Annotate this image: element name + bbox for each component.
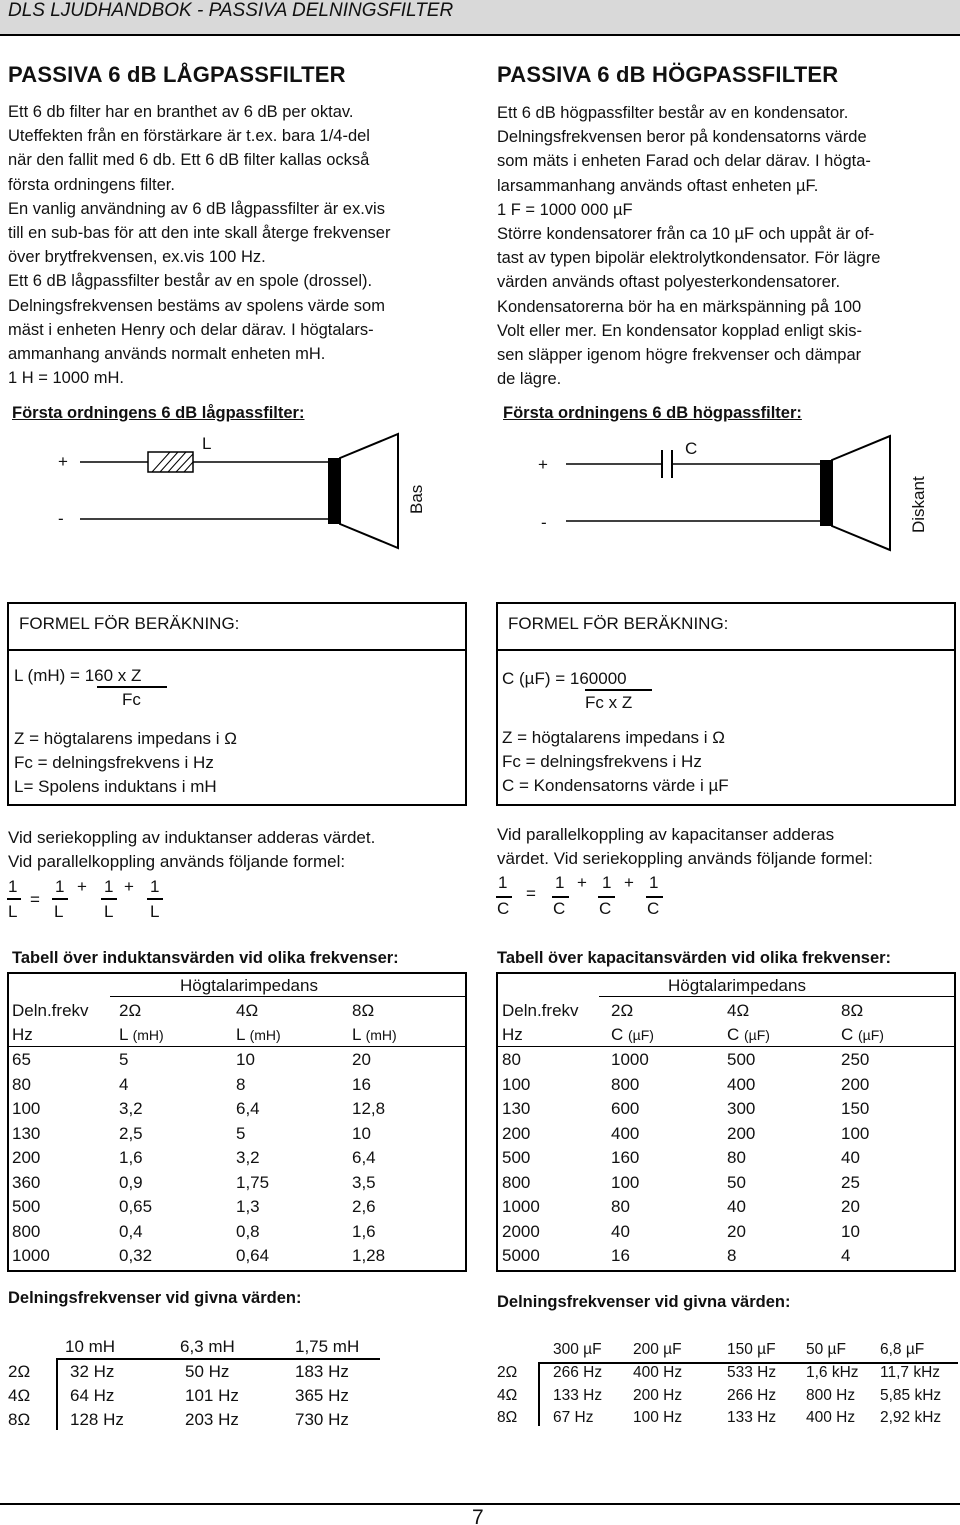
highpass-minus-label: -	[541, 513, 547, 532]
table-cell: 3,5	[352, 1172, 376, 1192]
eq-equals: =	[30, 890, 40, 909]
table-cell: 0,4	[119, 1221, 143, 1241]
formula-def: Fc = delningsfrekvens i Hz	[14, 753, 214, 772]
table-cell: 40	[841, 1148, 860, 1167]
eq-num: 1	[555, 873, 565, 892]
deln-col-header: 50 µF	[806, 1341, 846, 1358]
table-cell: 100	[841, 1123, 870, 1143]
table-cell: 0,64	[236, 1246, 270, 1265]
formula-header	[498, 604, 954, 651]
highpass-note	[497, 823, 873, 871]
body-line: Uteffekten från en förstärkare är t.ex. bara 1/4-del	[8, 127, 370, 146]
deln-cell: 800 Hz	[806, 1386, 856, 1404]
deln-row-header: 8Ω	[497, 1409, 518, 1426]
eq-bar	[646, 896, 663, 898]
body-line: 1 F = 1000 000 µF	[497, 200, 633, 219]
table-cell: 10	[236, 1050, 255, 1069]
table-cell: 360	[12, 1172, 41, 1192]
highpass-table-title: Tabell över kapacitansvärden vid olika frekvenser:	[497, 949, 892, 967]
eq-den: C	[497, 899, 510, 918]
body-line: 1 H = 1000 mH.	[8, 369, 125, 388]
body-line: En vanlig användning av 6 dB lågpassfilter är ex.vis	[8, 199, 385, 218]
table-cell: 8	[236, 1074, 246, 1094]
lowpass-body	[8, 100, 390, 390]
eq-den: C	[599, 899, 612, 918]
formula-lhs: C (µF) =	[502, 669, 570, 688]
body-line: Volt eller mer. En kondensator kopplad enligt skis-	[497, 321, 863, 340]
note-line: Vid seriekoppling av induktanser adderas värdet.	[8, 828, 376, 847]
table-cell: 16	[352, 1074, 371, 1094]
table-cell: 65	[12, 1050, 31, 1069]
eq-den: L	[8, 902, 18, 921]
body-line: över brytfrekvensen, ex.vis 100 Hz.	[8, 248, 266, 267]
table-cell: 150	[841, 1099, 870, 1118]
table-cell: 3,2	[236, 1148, 260, 1167]
table-header: L (mH)	[352, 1025, 397, 1044]
eq-plus: +	[124, 877, 134, 896]
lowpass-component-label: L	[202, 434, 212, 453]
table-cell: 1,75	[236, 1172, 270, 1192]
body-line: mäst i enheten Henry och delar därav. I högtalars-	[8, 320, 374, 339]
deln-cell: 101 Hz	[185, 1386, 239, 1405]
note-line: värdet. Vid seriekoppling används följande formel:	[497, 849, 873, 868]
note-line: Vid parallelkoppling av kapacitanser adderas	[497, 825, 835, 844]
deln-cell: 400 Hz	[806, 1409, 856, 1426]
eq-bar	[552, 896, 569, 898]
eq-num: 1	[104, 877, 114, 896]
table-cell: 500	[12, 1197, 41, 1216]
table-cell: 6,4	[236, 1099, 260, 1118]
formula-denominator: Fc	[122, 690, 141, 709]
deln-row-header: 8Ω	[8, 1410, 31, 1429]
lowpass-formula-box	[7, 602, 467, 806]
deln-cell: 266 Hz	[727, 1386, 777, 1404]
header-title: DLS LJUDHANDBOK - PASSIVA DELNINGSFILTER	[8, 0, 454, 21]
highpass-schematic-title: Första ordningens 6 dB högpassfilter:	[503, 404, 802, 422]
deln-cell: 32 Hz	[70, 1362, 115, 1381]
deln-row-header: 2Ω	[497, 1364, 518, 1381]
table-cell: 4	[841, 1246, 851, 1265]
table-cell: 3,2	[119, 1099, 143, 1118]
table-cell: 130	[12, 1123, 41, 1143]
table-cell: 200	[12, 1148, 41, 1167]
body-line: första ordningens filter.	[8, 175, 175, 194]
deln-cell: 183 Hz	[295, 1362, 349, 1381]
deln-cell: 400 Hz	[633, 1364, 683, 1381]
lowpass-table-title: Tabell över induktansvärden vid olika frekvenser:	[12, 949, 399, 967]
formula-header	[9, 604, 465, 651]
table-header: 8Ω	[841, 1001, 864, 1020]
deln-cell: 11,7 kHz	[880, 1364, 941, 1381]
lowpass-note	[8, 826, 375, 874]
table-cell: 16	[611, 1246, 630, 1265]
table-cell: 500	[727, 1050, 756, 1069]
deln-cell: 730 Hz	[295, 1410, 349, 1429]
deln-cell: 266 Hz	[553, 1364, 603, 1381]
highpass-plus-label: +	[538, 455, 548, 474]
table-cell: 80	[727, 1148, 746, 1167]
lowpass-plus-label: +	[58, 452, 68, 471]
highpass-component-label: C	[685, 439, 698, 458]
eq-num: 1	[498, 873, 508, 892]
table-cell: 1000	[12, 1246, 50, 1265]
highpass-heading: PASSIVA 6 dB HÖGPASSFILTER	[497, 62, 839, 87]
deln-cell: 1,6 kHz	[806, 1364, 859, 1381]
table-header: 4Ω	[236, 1001, 259, 1020]
deln-col-header: 300 µF	[553, 1341, 602, 1358]
eq-num: 1	[602, 873, 612, 892]
deln-cell: 133 Hz	[727, 1409, 777, 1426]
table-cell: 80	[611, 1197, 630, 1216]
deln-cell: 5,85 kHz	[880, 1386, 942, 1404]
table-cell: 300	[727, 1099, 756, 1118]
table-group-header: Högtalarimpedans	[668, 976, 806, 995]
table-cell: 500	[502, 1148, 531, 1167]
table-cell: 1000	[502, 1197, 540, 1216]
deln-rule	[538, 1362, 540, 1426]
table-header: Deln.frekv	[502, 1001, 579, 1020]
deln-cell: 128 Hz	[70, 1410, 124, 1429]
table-cell: 2,5	[119, 1123, 143, 1143]
eq-plus: +	[577, 873, 587, 892]
table-cell: 800	[611, 1074, 640, 1094]
deln-cell: 533 Hz	[727, 1364, 777, 1381]
deln-cell: 200 Hz	[633, 1386, 683, 1404]
table-header: 2Ω	[611, 1001, 634, 1020]
eq-bar	[147, 898, 163, 900]
table-header: C (µF)	[841, 1025, 884, 1044]
table-cell: 10	[841, 1221, 860, 1241]
table-cell: 2000	[502, 1221, 540, 1241]
table-cell: 200	[727, 1123, 756, 1143]
lowpass-schematic-title: Första ordningens 6 dB lågpassfilter:	[12, 404, 305, 422]
eq-den: C	[647, 899, 660, 918]
table-cell: 10	[352, 1123, 371, 1143]
highpass-speaker-label: Diskant	[909, 476, 928, 533]
deln-cell: 2,92 kHz	[880, 1409, 942, 1426]
table-cell: 0,65	[119, 1197, 153, 1216]
table-header: C (µF)	[611, 1025, 654, 1044]
table-cell: 250	[841, 1050, 870, 1069]
body-line: Delningsfrekvensen beror på kondensatorns värde	[497, 128, 867, 147]
table-rule	[110, 996, 467, 997]
table-cell: 1000	[611, 1050, 649, 1069]
table-cell: 20	[841, 1197, 860, 1216]
eq-bar	[598, 896, 615, 898]
table-cell: 160	[611, 1148, 640, 1167]
fraction-line	[97, 686, 167, 688]
speaker-magnet	[328, 458, 340, 524]
body-line: Ett 6 dB högpassfilter består av en kondensator.	[497, 104, 849, 122]
lowpass-speaker-label: Bas	[407, 484, 426, 514]
table-cell: 20	[352, 1050, 371, 1069]
lowpass-heading: PASSIVA 6 dB LÅGPASSFILTER	[8, 62, 346, 87]
deln-cell: 203 Hz	[185, 1410, 239, 1429]
body-line: när den fallit med 6 db. Ett 6 dB filter kallas också	[8, 151, 370, 170]
footer-rule	[0, 1503, 960, 1505]
lowpass-formula-lhs	[14, 666, 141, 686]
eq-den: C	[553, 899, 566, 918]
eq-den: L	[150, 902, 160, 921]
highpass-formula-lhs	[502, 669, 627, 689]
eq-num: 1	[55, 877, 65, 896]
table-cell: 12,8	[352, 1099, 386, 1118]
formula-title: FORMEL FÖR BERÄKNING:	[508, 614, 729, 633]
deln-rule	[58, 1358, 380, 1360]
deln-col-header: 6,3 mH	[180, 1337, 235, 1356]
deln-cell: 64 Hz	[70, 1386, 115, 1405]
formula-lhs: L (mH) =	[14, 666, 85, 685]
table-cell: 25	[841, 1172, 860, 1192]
body-line: Kondensatorerna bör ha en märkspänning på 100	[497, 297, 862, 316]
body-line: Ett 6 dB lågpassfilter består av en spole (drossel).	[8, 272, 373, 291]
eq-plus: +	[77, 877, 87, 896]
eq-plus: +	[624, 873, 634, 892]
highpass-deln-title: Delningsfrekvenser vid givna värden:	[497, 1293, 791, 1311]
eq-num: 1	[8, 877, 18, 896]
formula-title: FORMEL FÖR BERÄKNING:	[19, 614, 240, 633]
table-cell: 100	[611, 1172, 640, 1192]
deln-col-header: 1,75 mH	[295, 1337, 360, 1356]
lowpass-schematic	[40, 430, 440, 560]
body-line: tast av typen bipolär elektrolytkondensator. För lägre	[497, 249, 881, 268]
eq-bar	[7, 898, 21, 900]
lowpass-deln-title: Delningsfrekvenser vid givna värden:	[8, 1289, 302, 1307]
table-group-header: Högtalarimpedans	[180, 976, 318, 995]
speaker-cone	[832, 436, 890, 550]
formula-def: Z = högtalarens impedans i Ω	[502, 728, 725, 747]
body-line: Större kondensatorer från ca 10 µF och uppåt är of-	[497, 225, 875, 244]
table-cell: 200	[502, 1123, 531, 1143]
speaker-cone	[340, 434, 398, 548]
body-line: som mäts i enheten Farad och delar därav. I högta-	[497, 152, 871, 171]
eq-equals: =	[526, 884, 536, 903]
speaker-magnet	[820, 460, 832, 526]
eq-den: L	[104, 902, 114, 921]
page-number: 7	[472, 1506, 484, 1525]
table-cell: 5	[236, 1123, 246, 1143]
table-cell: 20	[727, 1221, 746, 1241]
lowpass-minus-label: -	[58, 509, 64, 528]
table-cell: 5	[119, 1050, 129, 1069]
body-line: Ett 6 db filter har en branthet av 6 dB per oktav.	[8, 103, 354, 121]
formula-denominator: Fc x Z	[585, 693, 633, 712]
table-header: C (µF)	[727, 1025, 770, 1044]
table-cell: 50	[727, 1172, 746, 1192]
formula-numerator: 160 x Z	[84, 666, 142, 685]
body-line: sen släpper igenom högre frekvenser och dämpar	[497, 346, 862, 365]
table-cell: 6,4	[352, 1148, 376, 1167]
table-cell: 400	[611, 1123, 640, 1143]
deln-col-header: 150 µF	[727, 1341, 776, 1358]
table-cell: 0,8	[236, 1221, 260, 1241]
table-rule	[599, 996, 956, 997]
deln-col-header: 200 µF	[633, 1341, 682, 1358]
deln-cell: 50 Hz	[185, 1362, 230, 1381]
deln-rule	[56, 1358, 58, 1430]
formula-numerator: 160000	[569, 669, 627, 688]
deln-cell: 67 Hz	[553, 1409, 594, 1426]
deln-cell: 100 Hz	[633, 1409, 683, 1426]
eq-bar	[101, 898, 117, 900]
table-cell: 200	[841, 1074, 870, 1094]
table-rule	[7, 1046, 467, 1047]
table-cell: 40	[611, 1221, 630, 1241]
table-header: L (mH)	[119, 1025, 164, 1044]
formula-def: C = Kondensatorns värde i µF	[502, 776, 729, 795]
table-header: L (mH)	[236, 1025, 281, 1044]
deln-row-header: 2Ω	[8, 1362, 31, 1381]
body-line: till en sub-bas för att den inte skall återge frekvenser	[8, 224, 391, 243]
table-cell: 130	[502, 1099, 531, 1118]
table-header: Hz	[502, 1025, 523, 1044]
eq-den: L	[54, 902, 64, 921]
table-header: Deln.frekv	[12, 1001, 89, 1020]
table-cell: 1,3	[236, 1197, 260, 1216]
fraction-line	[585, 689, 652, 691]
formula-def: L= Spolens induktans i mH	[14, 777, 217, 796]
highpass-schematic	[530, 430, 950, 560]
table-cell: 800	[502, 1172, 531, 1192]
table-cell: 0,9	[119, 1172, 143, 1192]
table-cell: 400	[727, 1074, 756, 1094]
note-line: Vid parallelkoppling används följande formel:	[8, 852, 346, 871]
eq-bar	[496, 896, 512, 898]
table-rule	[496, 1046, 956, 1047]
deln-row-header: 4Ω	[8, 1386, 31, 1405]
table-header: 8Ω	[352, 1001, 375, 1020]
deln-cell: 133 Hz	[553, 1386, 603, 1404]
body-line: de lägre.	[497, 370, 562, 389]
table-header: 2Ω	[119, 1001, 142, 1020]
table-header: 4Ω	[727, 1001, 750, 1020]
table-cell: 1,28	[352, 1246, 386, 1265]
table-cell: 80	[502, 1050, 521, 1069]
table-cell: 600	[611, 1099, 640, 1118]
table-header: Hz	[12, 1025, 33, 1044]
table-cell: 1,6	[352, 1221, 376, 1241]
page-header	[0, 0, 960, 36]
eq-num: 1	[649, 873, 659, 892]
table-cell: 0,32	[119, 1246, 153, 1265]
table-cell: 80	[12, 1074, 31, 1094]
deln-row-header: 4Ω	[497, 1386, 518, 1404]
body-line: Delningsfrekvensen bestäms av spolens värde som	[8, 296, 385, 315]
deln-cell: 365 Hz	[295, 1386, 349, 1405]
deln-col-header: 6,8 µF	[880, 1341, 925, 1358]
table-cell: 100	[502, 1074, 531, 1094]
body-line: larsammanhang används oftast enheten µF.	[497, 176, 819, 195]
highpass-body	[497, 101, 880, 391]
body-line: ammanhang används normalt enheten mH.	[8, 345, 326, 364]
table-cell: 100	[12, 1099, 41, 1118]
deln-col-header: 10 mH	[65, 1337, 116, 1356]
formula-def: Z = högtalarens impedans i Ω	[14, 729, 237, 748]
table-cell: 1,6	[119, 1148, 143, 1167]
table-cell: 8	[727, 1246, 737, 1265]
eq-bar	[52, 898, 68, 900]
body-line: värden används oftast polyesterkondensatorer.	[497, 273, 841, 292]
eq-num: 1	[150, 877, 160, 896]
table-cell: 4	[119, 1074, 129, 1094]
formula-def: Fc = delningsfrekvens i Hz	[502, 752, 702, 771]
table-cell: 800	[12, 1221, 41, 1241]
table-cell: 2,6	[352, 1197, 376, 1216]
table-cell: 40	[727, 1197, 746, 1216]
table-cell: 5000	[502, 1246, 540, 1265]
